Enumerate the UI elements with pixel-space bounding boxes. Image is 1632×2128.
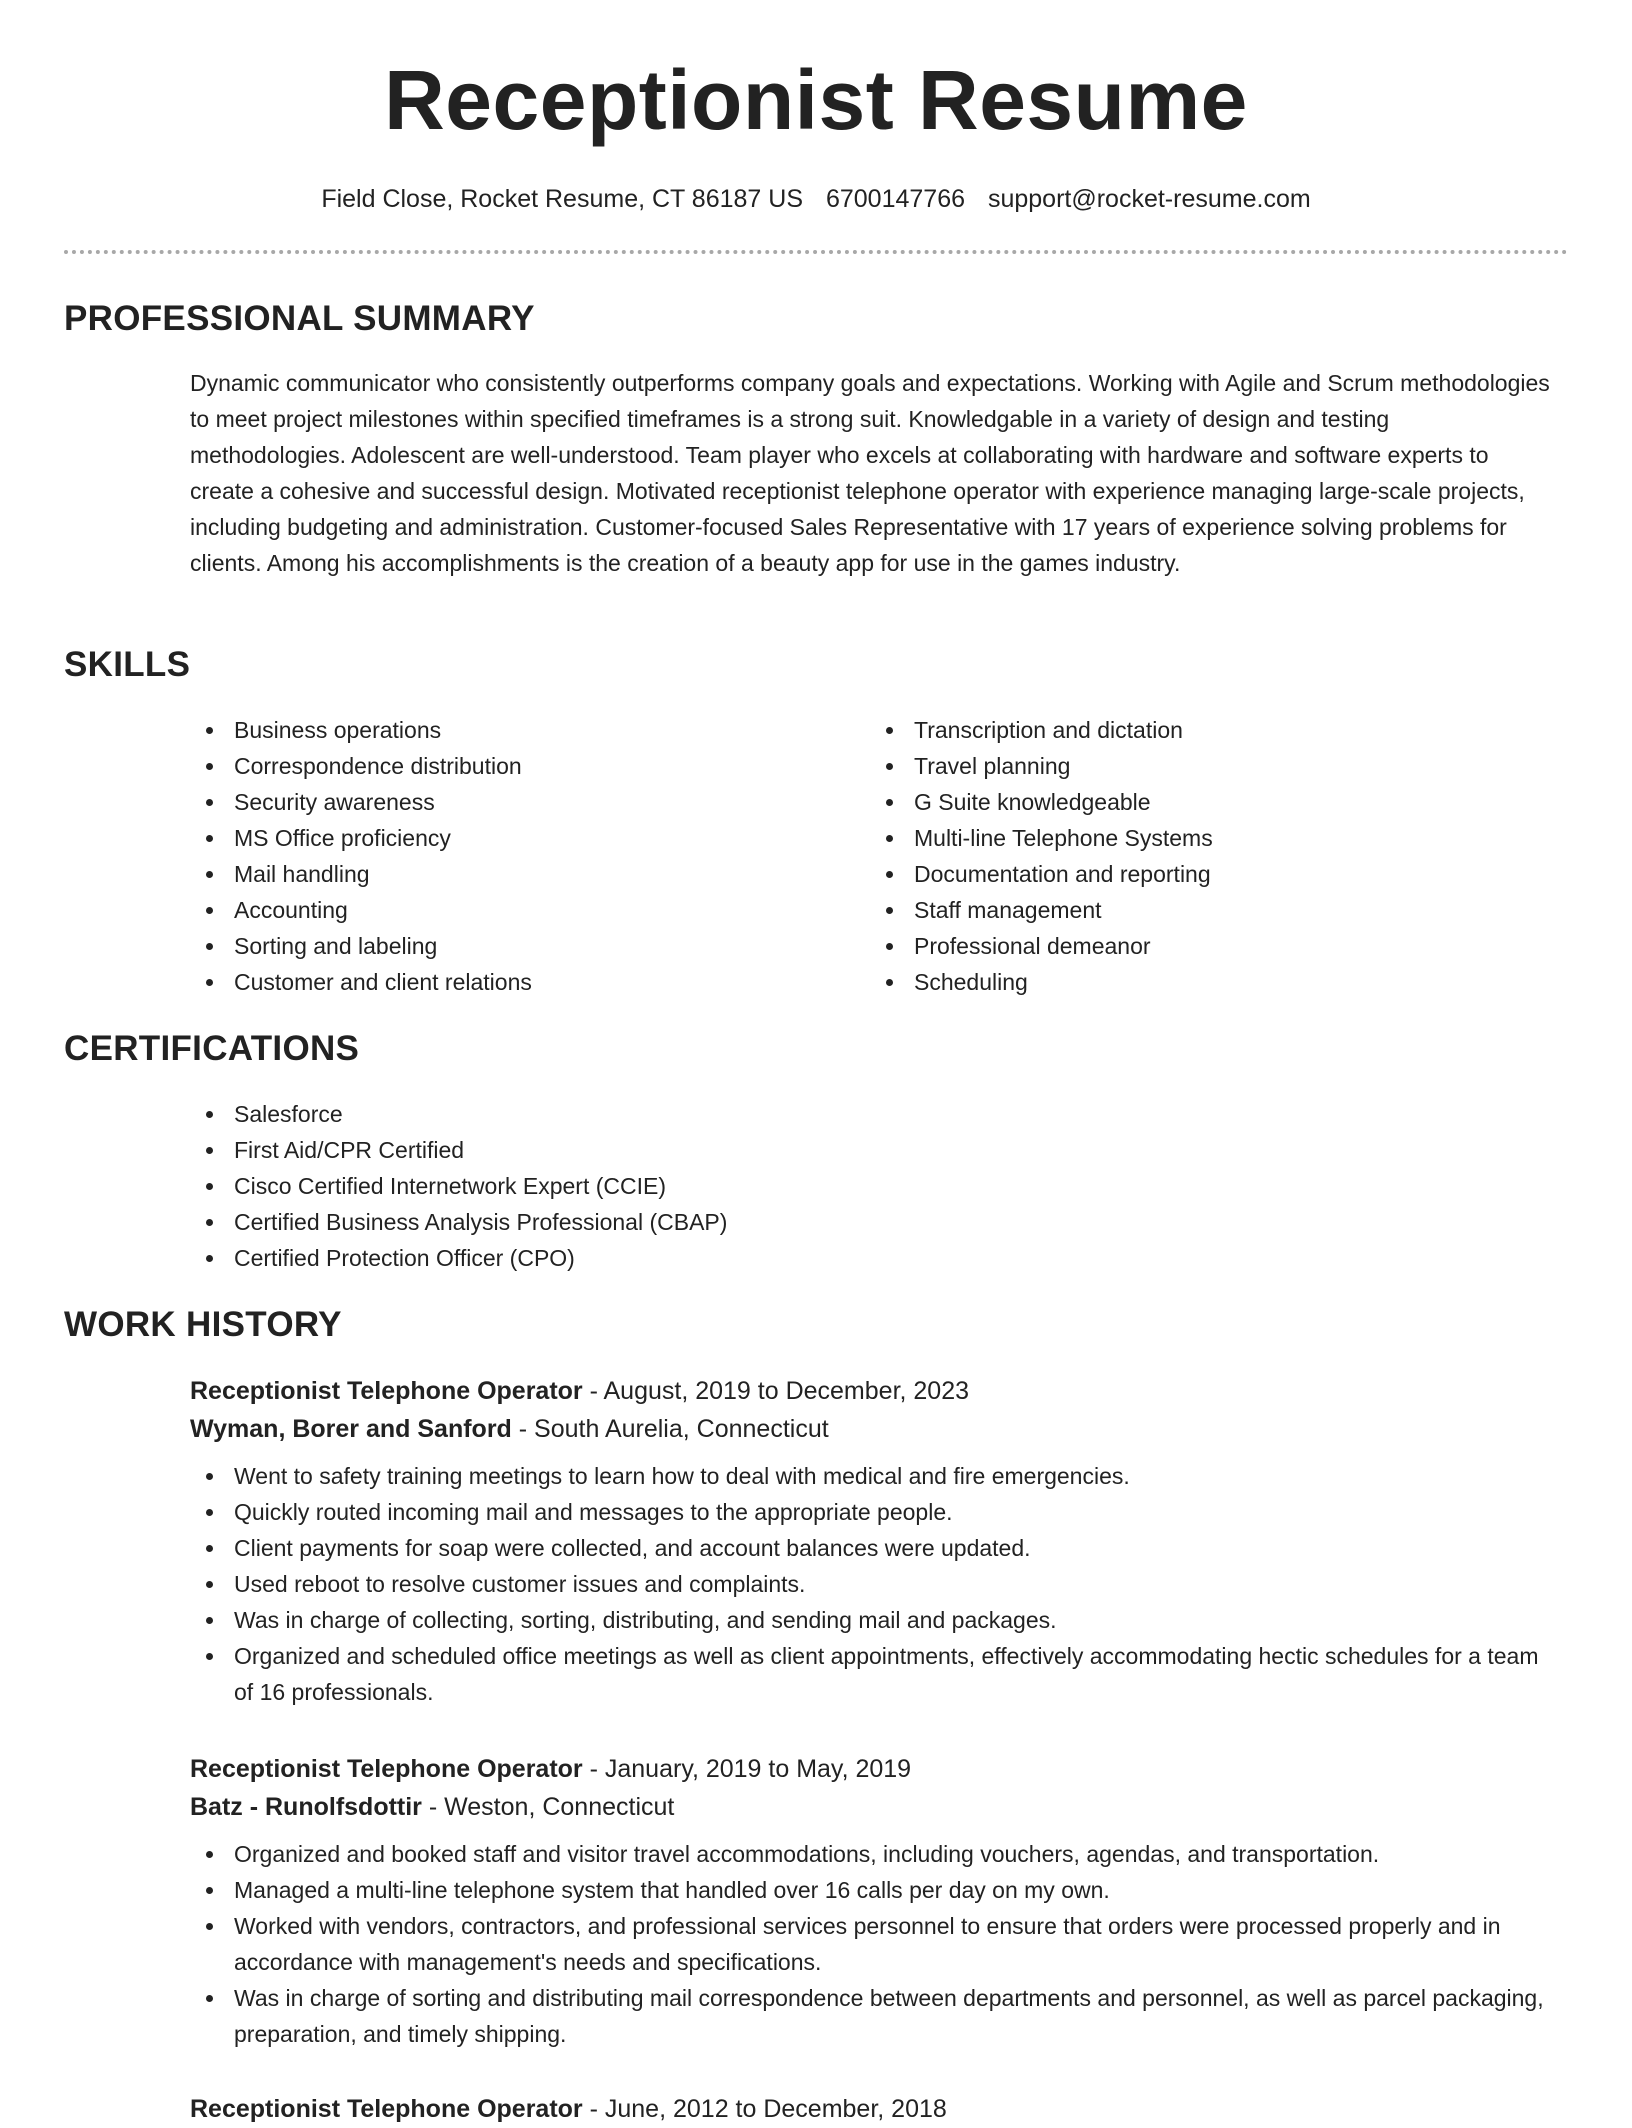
certifications-heading: CERTIFICATIONS [64,1029,360,1068]
job-duty: Organized and scheduled office meetings as well as client appointments, effectively accommodating hectic schedules for a team of 16 professionals. [190,1638,1550,1710]
job-title-line [190,2090,1550,2128]
header-divider [64,250,1568,254]
skill-item: Transcription and dictation [870,712,1570,748]
certification-item: Certified Business Analysis Professional (CBAP) [190,1204,1550,1240]
skill-item: G Suite knowledgeable [870,784,1570,820]
skills-heading: SKILLS [64,645,191,684]
job-entry [190,2090,1550,2128]
job-duty: Was in charge of collecting, sorting, distributing, and sending mail and packages. [190,1602,1550,1638]
job-duty: Worked with vendors, contractors, and professional services personnel to ensure that orders were processed properly and in accordance with management's needs and specifications. [190,1908,1550,1980]
contact-line [0,182,1632,216]
job-company: Batz - Runolfsdottir [190,1793,422,1821]
job-title-line [190,1372,1550,1410]
job-location: - Weston, Connecticut [421,1793,675,1821]
skill-item: Correspondence distribution [190,748,850,784]
skills-list-right [870,712,1570,1000]
skill-item: Sorting and labeling [190,928,850,964]
skill-item: Business operations [190,712,850,748]
job-duties-list [190,1836,1550,2052]
job-duty: Managed a multi-line telephone system that handled over 16 calls per day on my own. [190,1872,1550,1908]
job-duty: Organized and booked staff and visitor travel accommodations, including vouchers, agendas, and transportation. [190,1836,1550,1872]
job-location: - South Aurelia, Connecticut [511,1415,829,1443]
job-title: Receptionist Telephone Operator [190,2095,583,2123]
job-company-line [190,1410,1550,1448]
skill-item: Mail handling [190,856,850,892]
job-dates: - January, 2019 to May, 2019 [582,1755,912,1783]
job-entry [190,1750,1550,2052]
work-history-heading: WORK HISTORY [64,1305,342,1344]
page-title: Receptionist Resume [384,53,1248,147]
skill-item: Customer and client relations [190,964,850,1000]
contact-phone: 6700147766 [825,185,966,213]
job-duty: Used reboot to resolve customer issues and complaints. [190,1566,1550,1602]
certifications-list [190,1096,1550,1276]
job-title: Receptionist Telephone Operator [190,1377,583,1405]
job-title: Receptionist Telephone Operator [190,1755,583,1783]
skills-list-left [190,712,850,1000]
job-company: Wyman, Borer and Sanford [190,1415,512,1443]
certification-item: First Aid/CPR Certified [190,1132,1550,1168]
job-company-line [190,1788,1550,1826]
certification-item: Salesforce [190,1096,1550,1132]
summary-heading: PROFESSIONAL SUMMARY [64,299,535,338]
skill-item: Scheduling [870,964,1570,1000]
skill-item: Multi-line Telephone Systems [870,820,1570,856]
job-duty: Quickly routed incoming mail and messages to the appropriate people. [190,1494,1550,1530]
job-duty: Was in charge of sorting and distributing mail correspondence between departments and personnel, as well as parcel packaging, preparation, and timely shipping. [190,1980,1550,2052]
job-dates: - August, 2019 to December, 2023 [582,1377,970,1405]
job-duty: Went to safety training meetings to learn how to deal with medical and fire emergencies. [190,1458,1550,1494]
skill-item: Professional demeanor [870,928,1570,964]
skill-item: Accounting [190,892,850,928]
job-duties-list [190,1458,1550,1710]
skill-item: Security awareness [190,784,850,820]
skill-item: MS Office proficiency [190,820,850,856]
certification-item: Certified Protection Officer (CPO) [190,1240,1550,1276]
job-dates: - June, 2012 to December, 2018 [582,2095,947,2123]
job-title-line [190,1750,1550,1788]
summary-text: Dynamic communicator who consistently outperforms company goals and expectations. Working with Agile and Scrum methodologies to meet project milestones within specified timeframes is a strong suit. Knowledgable in a variety of design and testing methodologies. Adolescent are well-understood. Team player who excels at collaborating with hardware and software experts to create a cohesive and successful design. Motivated receptionist telephone operator with experience managing large-scale projects, including budgeting and administration. Customer-focused Sales Representative with 17 years of experience solving problems for clients. Among his accomplishments is the creation of a beauty app for use in the games industry. [190,370,1550,576]
contact-address: Field Close, Rocket Resume, CT 86187 US [321,185,804,213]
skill-item: Staff management [870,892,1570,928]
contact-email: support@rocket-resume.com [987,185,1311,213]
certification-item: Cisco Certified Internetwork Expert (CCIE) [190,1168,1550,1204]
job-duty: Client payments for soap were collected, and account balances were updated. [190,1530,1550,1566]
skill-item: Travel planning [870,748,1570,784]
job-entry [190,1372,1550,1710]
skill-item: Documentation and reporting [870,856,1570,892]
